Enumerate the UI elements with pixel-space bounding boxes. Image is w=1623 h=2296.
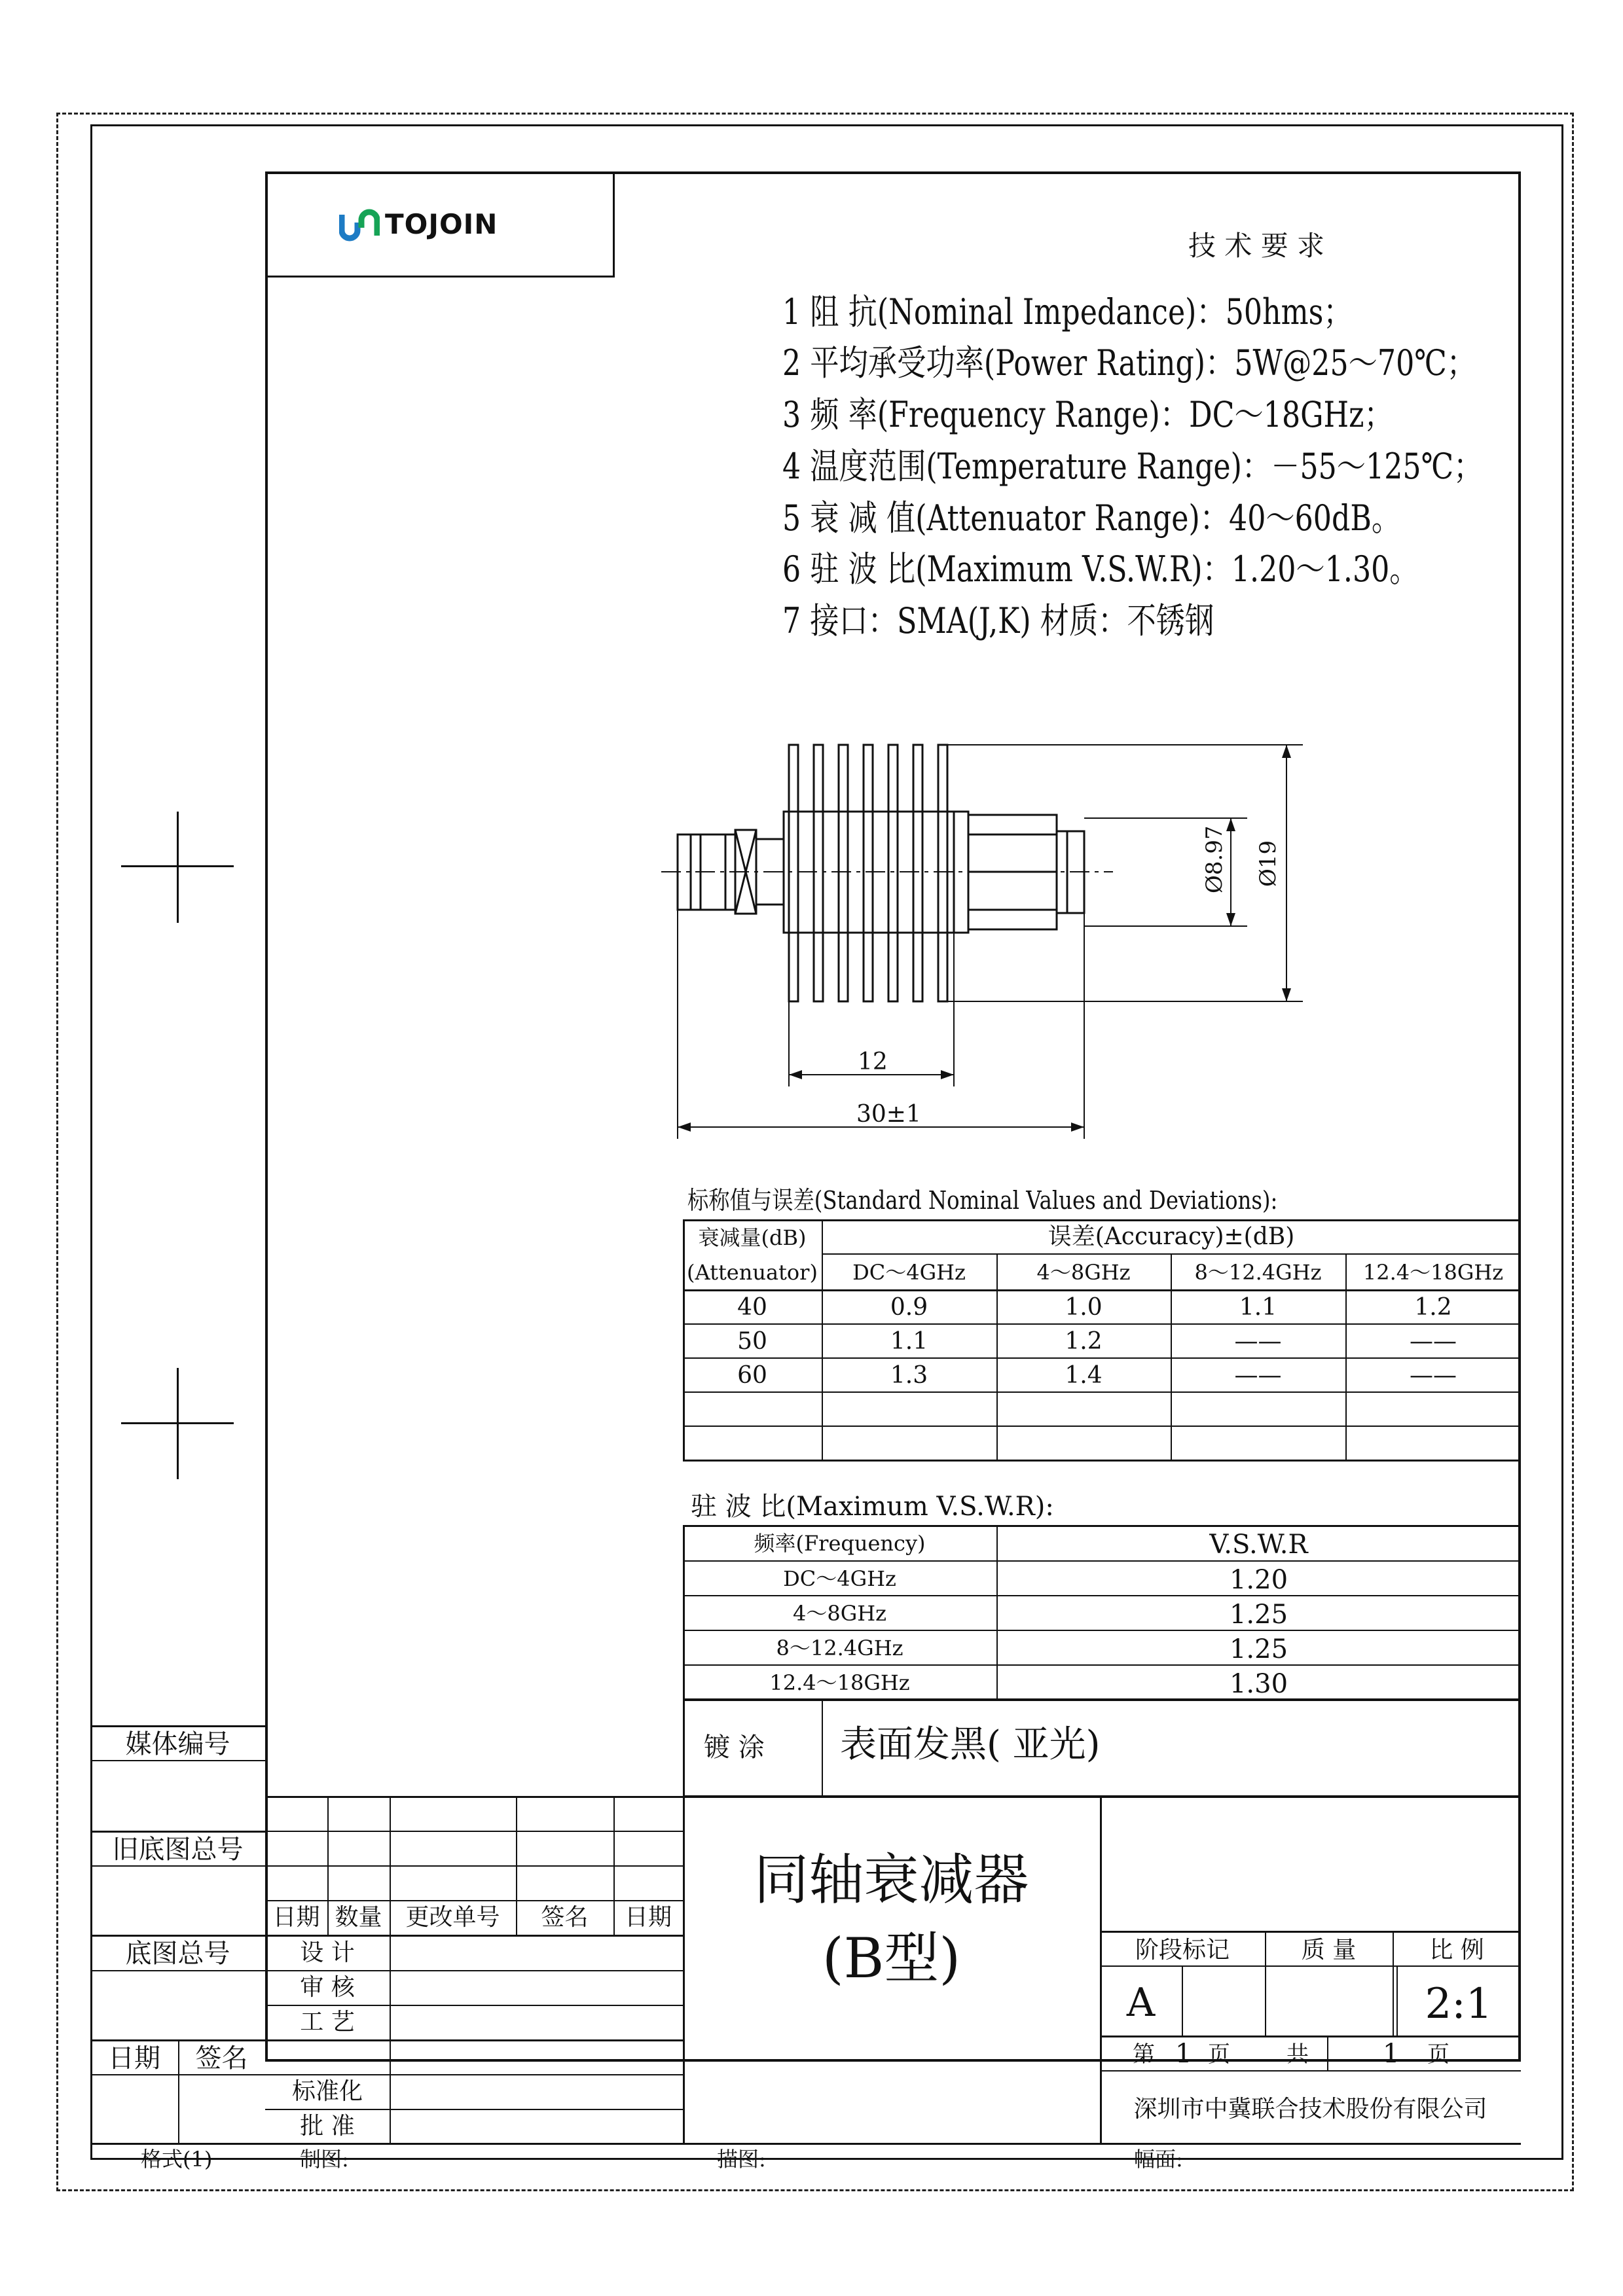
- spec-line-5: 5 衰 减 值(Attenuator Range)：40～60dB。: [782, 497, 1401, 539]
- th-band-3: 8～12.4GHz: [1194, 1260, 1322, 1285]
- coating-label: 镀 涂: [704, 1732, 765, 1763]
- th-accuracy: 误差(Accuracy)±(dB): [1048, 1223, 1295, 1250]
- cell-dash: ——: [1410, 1362, 1457, 1389]
- table2-title: 驻 波 比(Maximum V.S.W.R):: [691, 1492, 1054, 1522]
- vswr-value: 1.20: [1229, 1565, 1288, 1595]
- spec-line-3: 3 频 率(Frequency Range)：DC～18GHz；: [782, 394, 1393, 435]
- cell-value: 1.1: [890, 1328, 928, 1355]
- rev-col-date: 日期: [272, 1904, 320, 1931]
- cell-att: 40: [737, 1294, 767, 1321]
- vswr-freq: DC～4GHz: [783, 1566, 896, 1591]
- vswr-value: 1.25: [1229, 1634, 1288, 1664]
- company-name: 深圳市中冀联合技术股份有限公司: [1133, 2096, 1487, 2123]
- cell-value: 1.0: [1065, 1294, 1103, 1321]
- total-label: 共: [1286, 2041, 1309, 2068]
- base-label: 底图总号: [125, 1939, 230, 1969]
- scale-value: 2:1: [1425, 1980, 1493, 2028]
- approval-process: 工 艺: [300, 2009, 355, 2036]
- spec-line-7: 7 接口：SMA(J,K) 材质：不锈钢: [782, 600, 1214, 641]
- cell-value: 1.4: [1065, 1362, 1103, 1389]
- dim-d897: Ø8.97: [1201, 825, 1228, 893]
- logo-text: TOJOIN: [385, 208, 498, 240]
- dim-d19: Ø19: [1255, 840, 1281, 887]
- vswr-freq: 12.4～18GHz: [769, 1670, 910, 1695]
- cell-dash: ——: [1234, 1362, 1282, 1389]
- th-frequency: 频率(Frequency): [754, 1531, 926, 1556]
- footer-draw: 制图:: [300, 2147, 349, 2172]
- tojoin-logo-icon: [339, 208, 380, 242]
- cell-value: 1.2: [1065, 1328, 1103, 1355]
- stage-value: A: [1126, 1980, 1156, 2026]
- vswr-value: 1.30: [1229, 1669, 1288, 1699]
- cell-att: 60: [737, 1362, 767, 1389]
- th-band-1: DC～4GHz: [852, 1260, 966, 1285]
- vswr-freq: 4～8GHz: [792, 1601, 887, 1626]
- cell-value: 1.3: [890, 1362, 928, 1389]
- rev-col-change: 更改单号: [405, 1904, 500, 1931]
- product-name: 同轴衰减器: [754, 1848, 1029, 1912]
- vswr-freq: 8～12.4GHz: [776, 1636, 903, 1660]
- cell-att: 50: [737, 1328, 767, 1355]
- approval-design: 设 计: [300, 1939, 355, 1966]
- approval-review: 审 核: [300, 1974, 355, 2001]
- approval-approve: 批 准: [300, 2113, 355, 2140]
- footer-trace: 描图:: [717, 2147, 766, 2172]
- coating-value: 表面发黑( 亚光): [840, 1723, 1101, 1766]
- footer-format: 格式(1): [141, 2147, 213, 2172]
- spec-line-2: 2 平均承受功率(Power Rating)：5W@25～70℃；: [782, 342, 1476, 384]
- total-number: 1: [1383, 2039, 1400, 2069]
- th-attenuator: (Attenuator): [687, 1260, 818, 1285]
- tech-requirements-title: 技 术 要 求: [1188, 230, 1325, 262]
- spec-line-4: 4 温度范围(Temperature Range)：－55～125℃；: [782, 446, 1483, 487]
- cell-value: 0.9: [890, 1294, 928, 1321]
- th-band-2: 4～8GHz: [1036, 1260, 1131, 1285]
- rev-col-sign: 签名: [541, 1904, 589, 1931]
- mass-header: 质 量: [1301, 1937, 1357, 1964]
- cell-value: 1.2: [1414, 1294, 1452, 1321]
- table1-title: 标称值与误差(Standard Nominal Values and Deviations):: [687, 1186, 1278, 1215]
- page-number: 1: [1175, 2039, 1192, 2069]
- rev-col-date2: 日期: [624, 1904, 672, 1931]
- cell-dash: ——: [1234, 1328, 1282, 1355]
- coating-box: [683, 1699, 1521, 1797]
- spec-line-6: 6 驻 波 比(Maximum V.S.W.R)：1.20～1.30。: [782, 548, 1419, 590]
- dim-12: 12: [858, 1049, 888, 1075]
- stage-header: 阶段标记: [1135, 1937, 1230, 1964]
- cell-dash: ——: [1410, 1328, 1457, 1355]
- footer-size: 幅面:: [1134, 2147, 1183, 2172]
- vswr-value: 1.25: [1229, 1600, 1288, 1630]
- page-unit: 页: [1208, 2041, 1230, 2068]
- old-base-label: 旧底图总号: [112, 1835, 244, 1865]
- spec-line-1: 1 阻 抗(Nominal Impedance)：50hms；: [782, 291, 1353, 332]
- page-label: 第: [1133, 2041, 1155, 2068]
- th-vswr: V.S.W.R: [1209, 1530, 1308, 1560]
- cell-value: 1.1: [1239, 1294, 1277, 1321]
- media-number-label: 媒体编号: [125, 1729, 230, 1759]
- scale-header: 比 例: [1429, 1937, 1484, 1964]
- th-band-4: 12.4～18GHz: [1362, 1260, 1504, 1285]
- date-label: 日期: [108, 2043, 160, 2073]
- dim-30: 30±1: [856, 1101, 921, 1128]
- rev-col-qty: 数量: [335, 1904, 382, 1931]
- attenuator-drawing: [655, 733, 1336, 1152]
- product-type: (B型): [822, 1926, 961, 1990]
- th-attenuation: 衰减量(dB): [698, 1225, 807, 1250]
- approval-standard: 标准化: [291, 2078, 363, 2105]
- total-unit: 页: [1427, 2041, 1450, 2068]
- sign-label: 签名: [195, 2043, 248, 2073]
